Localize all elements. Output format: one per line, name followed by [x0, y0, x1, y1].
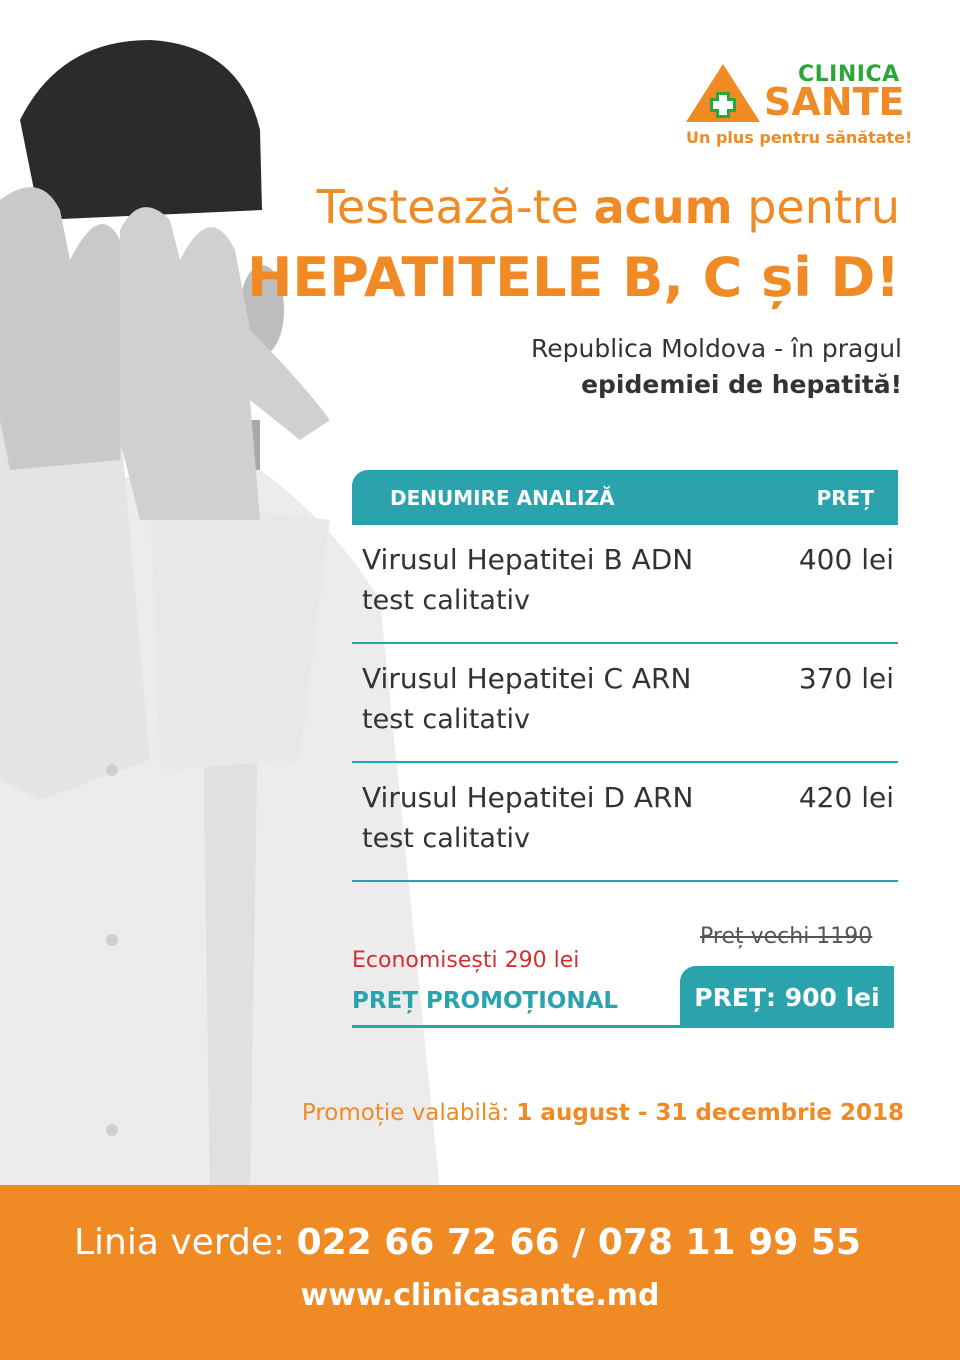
headline-pre: Testează-te — [316, 180, 594, 234]
table-header — [352, 470, 898, 525]
table-row — [352, 763, 898, 882]
logo-brand-top: CLINICA — [798, 62, 900, 87]
website-link[interactable]: www.clinicasante.md — [300, 1278, 660, 1313]
headline-line-1 — [317, 180, 900, 234]
promo-underline — [352, 1025, 682, 1028]
test-name: Virusul Hepatitei B ADN — [362, 543, 694, 576]
headline-line-2: HEPATITELE B, C și D! — [247, 246, 900, 309]
test-price: 370 lei — [798, 662, 894, 695]
promo-price-badge: PREȚ: 900 lei — [680, 966, 894, 1028]
column-header-name: DENUMIRE ANALIZĂ — [390, 486, 615, 510]
logo-brand-name: SANTE — [764, 80, 905, 124]
hotline-numbers[interactable]: 022 66 72 66 / 078 11 99 55 — [296, 1222, 861, 1263]
validity-label: Promoție valabilă: — [301, 1100, 517, 1126]
headline-post: pentru — [732, 180, 900, 234]
test-price: 420 lei — [798, 781, 894, 814]
hotline[interactable] — [74, 1222, 861, 1263]
table-row — [352, 525, 898, 644]
table-row — [352, 644, 898, 763]
column-header-price: PREȚ — [816, 486, 874, 510]
triangle-plus-logo-icon — [684, 62, 762, 124]
price-table — [352, 470, 898, 882]
test-name: Virusul Hepatitei D ARN — [362, 781, 694, 814]
validity-text — [302, 1100, 904, 1126]
headline-bold: acum — [593, 180, 733, 234]
test-price: 400 lei — [798, 543, 894, 576]
promo-label: PREȚ PROMOȚIONAL — [352, 988, 619, 1014]
logo-tagline: Un plus pentru sănătate! — [686, 128, 913, 147]
hotline-label: Linia verde: — [74, 1222, 297, 1263]
old-price: Preț vechi 1190 — [700, 924, 873, 949]
validity-dates: 1 august - 31 decembrie 2018 — [516, 1100, 904, 1126]
savings-text: Economisești 290 lei — [352, 948, 580, 973]
test-type: test calitativ — [362, 704, 531, 735]
clinic-logo[interactable] — [680, 54, 913, 154]
test-name: Virusul Hepatitei C ARN — [362, 662, 692, 695]
test-type: test calitativ — [362, 585, 531, 616]
subtitle-line-2: epidemiei de hepatită! — [581, 370, 902, 399]
subtitle-line-1: Republica Moldova - în pragul — [531, 334, 902, 363]
test-type: test calitativ — [362, 823, 531, 854]
footer-bar — [0, 1185, 960, 1360]
